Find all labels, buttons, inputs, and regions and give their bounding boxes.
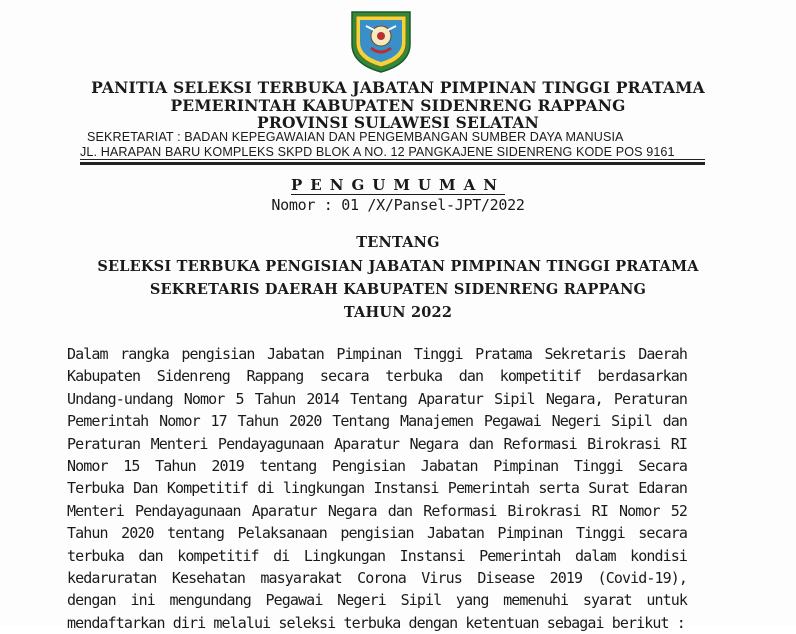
letterhead-province: PROVINSI SULAWESI SELATAN xyxy=(257,113,539,132)
letterhead-committee: PANITIA SELEKSI TERBUKA JABATAN PIMPINAN TINGGI PRATAMA xyxy=(91,78,705,97)
body-line: terbuka dan kompetitif di Lingkungan Instansi Pemerintah dalam kondisi xyxy=(67,546,687,565)
body-line: Pemerintah Nomor 17 Tahun 2020 Tentang Manajemen Pegawai Negeri Sipil dan xyxy=(67,412,687,431)
letterhead-divider-thin xyxy=(80,159,705,160)
body-line: Menteri Pendayagunaan Aparatur Negara dan Reformasi Birokrasi RI Nomor 52 xyxy=(67,501,687,520)
body-line: Dalam rangka pengisian Jabatan Pimpinan Tinggi Pratama Sekretaris Daerah xyxy=(67,345,687,363)
announcement-title-wrap xyxy=(0,176,796,194)
subject-year: TAHUN 2022 xyxy=(343,304,453,321)
subject-line-1: SELEKSI TERBUKA PENGISIAN JABATAN PIMPINAN TINGGI PRATAMA xyxy=(97,258,699,275)
body-line: Terbuka Dan Kompetitif di lingkungan Instansi Pemerintah serta Surat Edaran xyxy=(67,479,687,498)
announcement-number: Nomor : 01 /X/Pansel-JPT/2022 xyxy=(271,196,525,214)
letterhead-address: JL. HARAPAN BARU KOMPLEKS SKPD BLOK A NO. 12 PANGKAJENE SIDENRENG KODE POS 9161 xyxy=(80,145,675,159)
body-line: mendaftarkan diri melalui seleksi terbuka dengan ketentuan sebagai berikut : xyxy=(67,613,685,632)
body-line: Peraturan Menteri Pendayagunaan Aparatur Negara dan Reformasi Birokrasi RI xyxy=(67,434,687,453)
body-line: kedaruratan Kesehatan masyarakat Corona Virus Disease 2019 (Covid-19), xyxy=(67,568,687,587)
body-line: Tahun 2020 tentang Pelaksanaan pengisian Jabatan Pimpinan Tinggi secara xyxy=(67,524,687,543)
body-line: Kabupaten Sidenreng Rappang secara terbuka dan kompetitif berdasarkan xyxy=(67,367,687,386)
announcement-title: PENGUMUMAN xyxy=(291,176,505,194)
subject-line-2: SEKRETARIS DAERAH KABUPATEN SIDENRENG RAPPANG xyxy=(149,281,647,298)
letterhead-secretariat: SEKRETARIAT : BADAN KEPEGAWAIAN DAN PENGEMBANGAN SUMBER DAYA MANUSIA xyxy=(87,130,624,144)
body-line: dengan ini mengundang Pegawai Negeri Sipil yang memenuhi syarat untuk xyxy=(67,591,687,610)
letterhead-government: PEMERINTAH KABUPATEN SIDENRENG RAPPANG xyxy=(170,96,626,115)
regency-emblem-icon xyxy=(346,6,416,74)
letterhead-divider-thick xyxy=(80,162,705,165)
subject-about: TENTANG xyxy=(356,234,440,251)
body-line: Nomor 15 Tahun 2019 tentang Pengisian Jabatan Pimpinan Tinggi Secara xyxy=(67,456,687,475)
body-line: Undang-undang Nomor 5 Tahun 2014 Tentang Aparatur Sipil Negara, Peraturan xyxy=(67,389,687,408)
body-paragraph xyxy=(67,343,687,634)
